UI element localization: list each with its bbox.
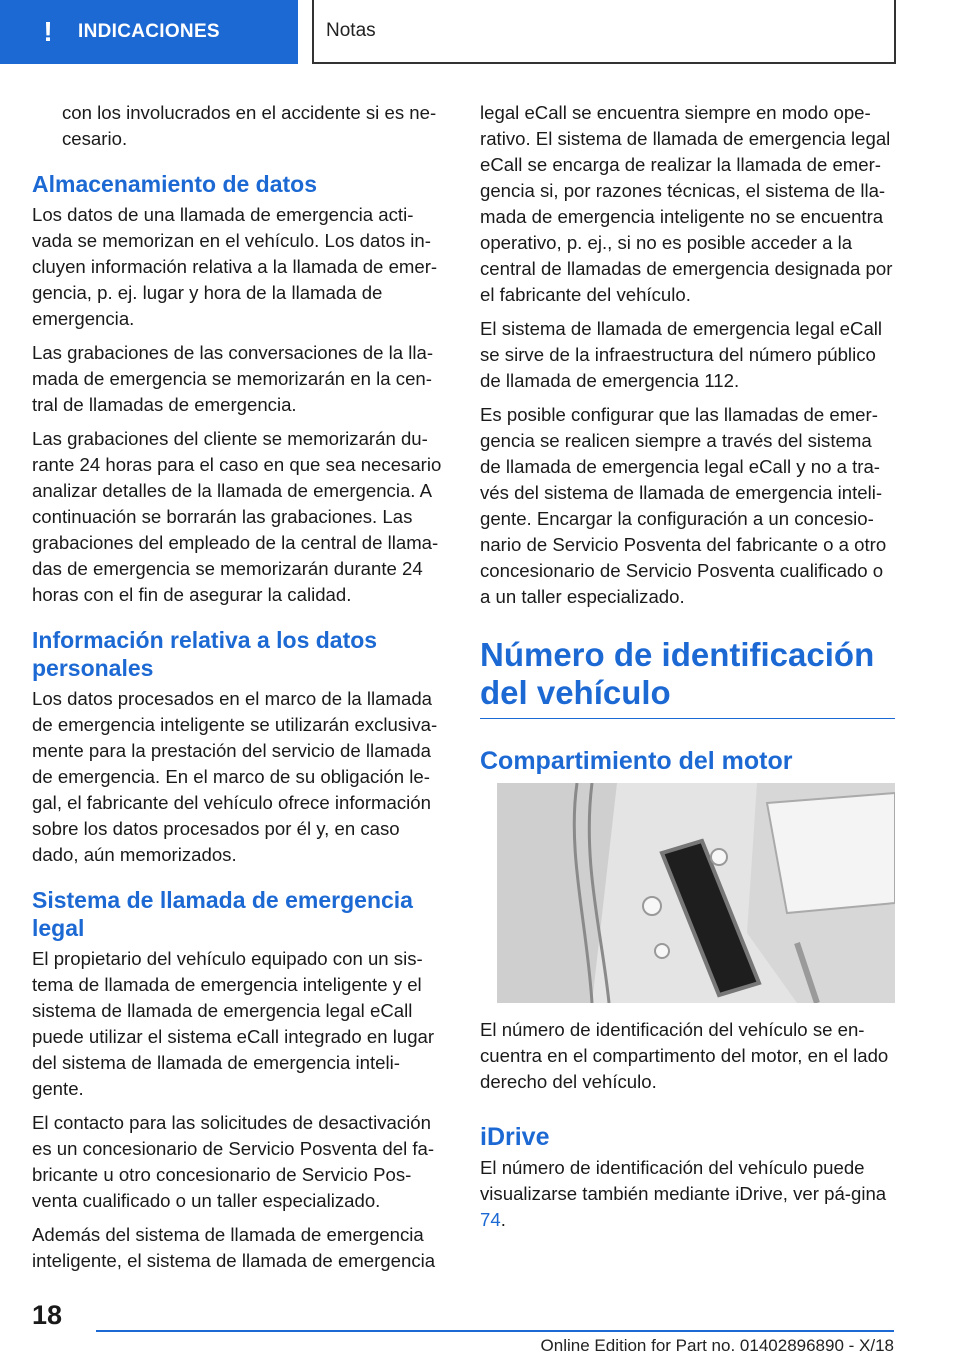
- footer-divider: [96, 1330, 894, 1332]
- paragraph: legal eCall se encuentra siempre en modo ope‐rativo. El sistema de llamada de emergencia legal eCall se encarga de realizar la llamada de emer‐gencia si, por razones técnicas, el sistema de lla‐mada de emergencia inteligente no se encuentra operativo, p. ej., si no es posible acceder a la central de llamadas de emergencia designada por el fabricante del vehículo.: [480, 102, 893, 305]
- paragraph: Además del sistema de llamada de emergencia inteligente, el sistema de llamada de emergencia: [32, 1224, 436, 1271]
- section-label: INDICACIONES: [78, 21, 220, 42]
- paragraph: con los involucrados en el accidente si es ne‐cesario.: [62, 102, 437, 149]
- heading-personal-data: Información relativa a los datos personales: [32, 627, 378, 681]
- heading-vin: Número de identificación del vehículo: [480, 636, 895, 719]
- paragraph: El contacto para las solicitudes de desactivación es un concesionario de Servicio Posventa del fa‐bricante u otro concesionario de Servicio Pos‐venta cualificado o un taller especializado.: [32, 1112, 435, 1211]
- notes-header: [312, 0, 896, 64]
- paragraph: El sistema de llamada de emergencia legal eCall se sirve de la infraestructura del número público de llamada de emergencia 112.: [480, 318, 883, 391]
- left-column: [32, 100, 447, 1282]
- engine-compartment-image: [497, 783, 895, 1003]
- warning-icon: !: [43, 16, 53, 47]
- idrive-text: El número de identificación del vehículo puede visualizarse también mediante iDrive, ver pá‐gina: [480, 1157, 887, 1204]
- paragraph: Es posible configurar que las llamadas de emer‐gencia se realicen siempre a través del sistema de llamada de emergencia legal eCall y no a tra‐vés del sistema de llamada de emergencia inteli‐gente. Encargar la configuración a un concesio‐nario de Servicio Posventa del fabricante o a otro concesionario de Servicio Posventa cualificado o a un taller especializado.: [480, 404, 887, 607]
- paragraph: Las grabaciones del cliente se memorizarán du‐rante 24 horas para el caso en que sea necesario analizar detalles de la llamada de emergencia. A continuación se borrarán las grabaciones. Las grabaciones del empleado de la central de llama‐das de emergencia se memorizarán durante 24 horas con el fin de asegurar la calidad.: [32, 428, 442, 605]
- heading-data-storage: Almacenamiento de datos: [32, 171, 318, 197]
- idrive-text-end: .: [500, 1209, 506, 1230]
- paragraph: El propietario del vehículo equipado con un sis‐tema de llamada de emergencia inteligente y el sistema de llamada de emergencia legal eCall puede utilizar el sistema eCall integrado en lugar del sistema de llamada de emergencia inteli‐gente.: [32, 948, 435, 1099]
- section-tab: [0, 0, 298, 64]
- paragraph: Las grabaciones de las conversaciones de la lla‐mada de emergencia se memorizarán en la cen‐tral de llamadas de emergencia.: [32, 342, 434, 415]
- footer-edition: Online Edition for Part no. 01402896890 - X/18: [540, 1336, 894, 1355]
- right-column: [480, 100, 895, 1241]
- paragraph: [480, 1155, 895, 1233]
- heading-idrive: iDrive: [480, 1123, 550, 1151]
- heading-legal-ecall: Sistema de llamada de emergencia legal: [32, 887, 413, 941]
- notes-label: Notas: [326, 20, 376, 41]
- heading-engine-compartment: Compartimiento del motor: [480, 747, 793, 775]
- page-link[interactable]: 74: [480, 1209, 501, 1230]
- paragraph: El número de identificación del vehículo se en‐cuentra en el compartimento del motor, en el lado derecho del vehículo.: [480, 1019, 889, 1092]
- page-number: 18: [32, 1300, 63, 1330]
- paragraph: Los datos procesados en el marco de la llamada de emergencia inteligente se utilizarán exclusiva‐mente para la prestación del servicio de llamada de emergencia. En el marco de su obligación le‐gal, el fabricante del vehículo ofrece información sobre los datos procesados por él y, en caso dado, aún memorizados.: [32, 688, 438, 865]
- paragraph: Los datos de una llamada de emergencia acti‐vada se memorizan en el vehículo. Los datos in‐cluyen información relativa a la llamada de emer‐gencia, p. ej. lugar y hora de la llamada de emergencia.: [32, 204, 438, 329]
